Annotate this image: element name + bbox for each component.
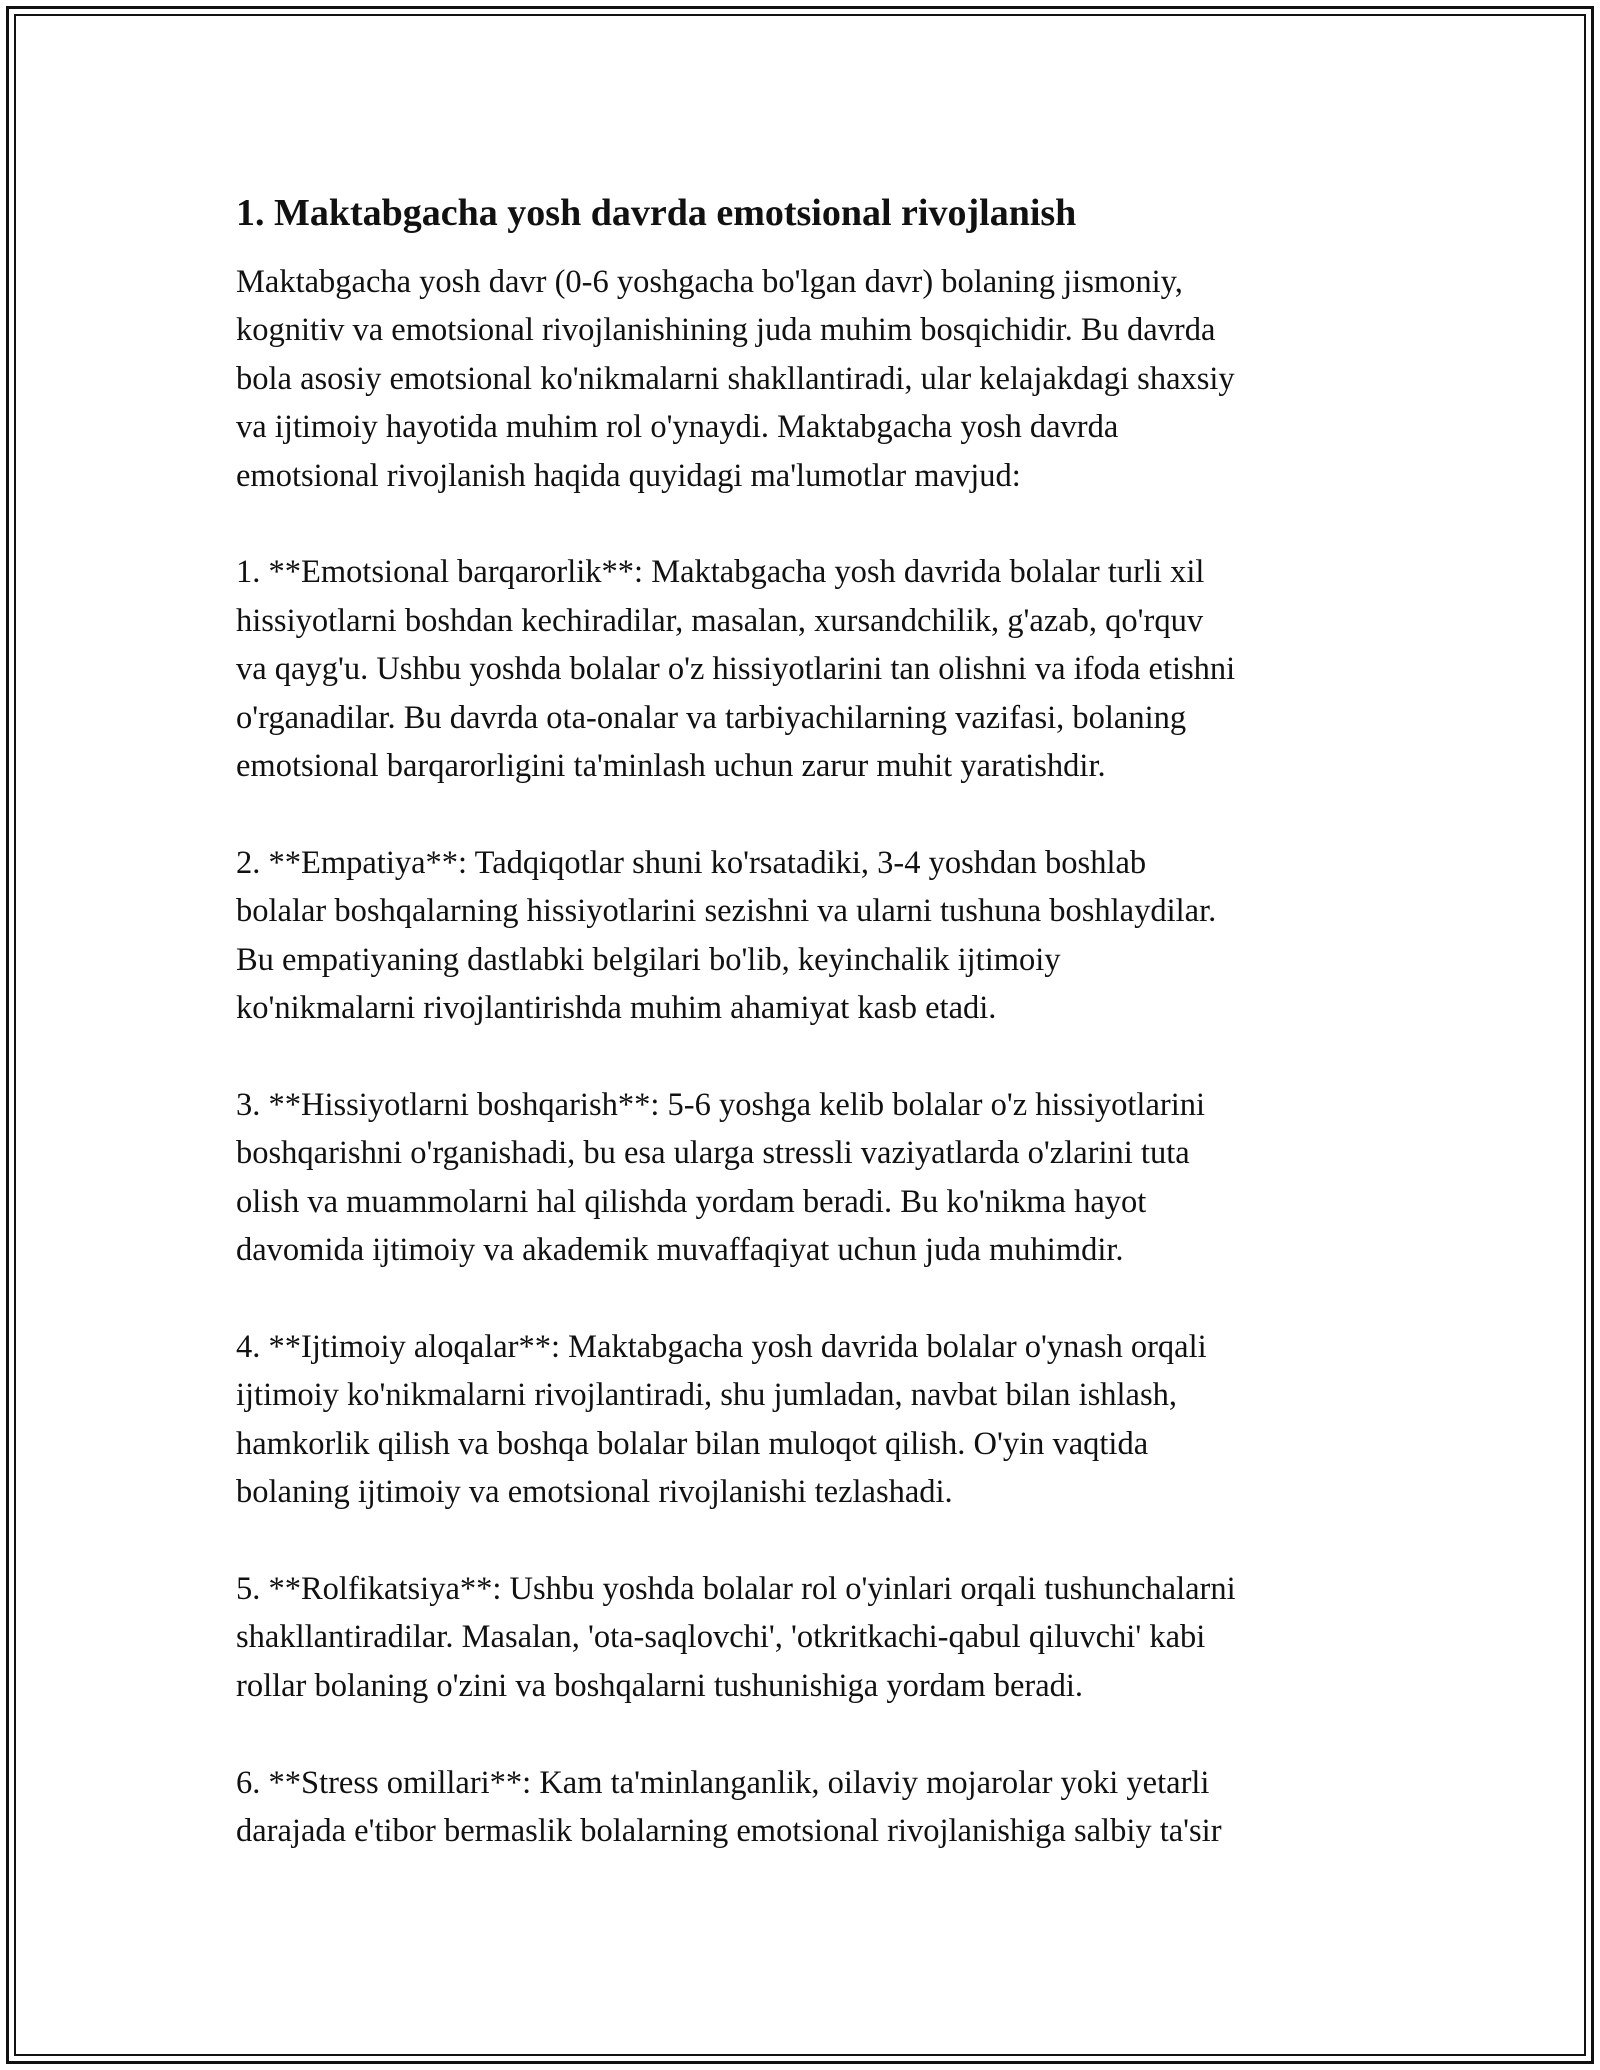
paragraph-gap: [236, 790, 1376, 838]
paragraph-gap: [236, 1274, 1376, 1322]
text-line: davomida ijtimoiy va akademik muvaffaqiyat uchun juda muhimdir.: [236, 1232, 1124, 1269]
text-line: boshqarishni o'rganishadi, bu esa ularga stressli vaziyatlarda o'zlarini tuta: [236, 1135, 1190, 1172]
text-line: va ijtimoiy hayotida muhim rol o'ynaydi. Maktabgacha yosh davrda: [236, 409, 1119, 446]
text-line: 5. **Rolfikatsiya**: Ushbu yoshda bolalar rol o'yinlari orqali tushunchalarni: [236, 1570, 1236, 1607]
text-line: olish va muammolarni hal qilishda yordam beradi. Bu ko'nikma hayot: [236, 1183, 1147, 1220]
paragraph-gap: [236, 1710, 1376, 1758]
paragraph-gap: [236, 1032, 1376, 1080]
text-line: 6. **Stress omillari**: Kam ta'minlanganlik, oilaviy mojarolar yoki yetarli: [236, 1764, 1210, 1801]
text-line: Maktabgacha yosh davr (0-6 yoshgacha bo'lgan davr) bolaning jismoniy,: [236, 264, 1183, 300]
text-line: 3. **Hissiyotlarni boshqarish**: 5-6 yoshga kelib bolalar o'z hissiyotlarini: [236, 1086, 1206, 1123]
list-item-stress-factors: [236, 1759, 1376, 1856]
text-line: hamkorlik qilish va boshqa bolalar bilan muloqot qilish. O'yin vaqtida: [236, 1425, 1149, 1462]
list-item-emotional-stability: [236, 548, 1376, 790]
text-line: ko'nikmalarni rivojlantirishda muhim ahamiyat kasb etadi.: [236, 990, 997, 1027]
text-line: darajada e'tibor bermaslik bolalarning emotsional rivojlanishiga salbiy ta'sir: [236, 1812, 1222, 1849]
paragraph-gap: [236, 500, 1376, 548]
text-line: rollar bolaning o'zini va boshqalarni tushunishiga yordam beradi.: [236, 1667, 1084, 1704]
text-line: emotsional rivojlanish haqida quyidagi ma'lumotlar mavjud:: [236, 457, 1021, 494]
list-item-social-relations: [236, 1323, 1376, 1517]
text-line: kognitiv va emotsional rivojlanishining juda muhim bosqichidir. Bu davrda: [236, 312, 1216, 349]
list-item-emotion-regulation: [236, 1081, 1376, 1275]
text-line: 4. **Ijtimoiy aloqalar**: Maktabgacha yosh davrida bolalar o'ynash orqali: [236, 1328, 1207, 1365]
document-body: [236, 186, 1376, 1855]
text-line: Bu empatiyaning dastlabki belgilari bo'lib, keyinchalik ijtimoiy: [236, 941, 1061, 978]
text-line: bolalar boshqalarning hissiyotlarini sezishni va ularni tushuna boshlaydilar.: [236, 893, 1217, 930]
text-line: 2. **Empatiya**: Tadqiqotlar shuni ko'rsatadiki, 3-4 yoshdan boshlab: [236, 844, 1147, 881]
text-line: bola asosiy emotsional ko'nikmalarni shakllantiradi, ular kelajakdagi shaxsiy: [236, 360, 1235, 397]
list-item-empathy: [236, 839, 1376, 1033]
text-line: va qayg'u. Ushbu yoshda bolalar o'z hissiyotlarini tan olishni va ifoda etishni: [236, 651, 1236, 688]
text-line: hissiyotlarni boshdan kechiradilar, masalan, xursandchilik, g'azab, qo'rquv: [236, 602, 1204, 639]
list-item-role-play: [236, 1565, 1376, 1710]
section-heading: 1. Maktabgacha yosh davrda emotsional rivojlanish: [236, 192, 1077, 234]
paragraph-gap: [236, 1517, 1376, 1565]
intro-paragraph: [236, 258, 1376, 500]
text-line: emotsional barqarorligini ta'minlash uchun zarur muhit yaratishdir.: [236, 748, 1106, 785]
text-line: ijtimoiy ko'nikmalarni rivojlantiradi, shu jumladan, navbat bilan ishlash,: [236, 1377, 1177, 1414]
text-line: shakllantiradilar. Masalan, 'ota-saqlovchi', 'otkritkachi-qabul qiluvchi' kabi: [236, 1619, 1206, 1656]
text-line: bolaning ijtimoiy va emotsional rivojlanishi tezlashadi.: [236, 1474, 953, 1511]
text-line: 1. **Emotsional barqarorlik**: Maktabgacha yosh davrida bolalar turli xil: [236, 554, 1205, 591]
text-line: o'rganadilar. Bu davrda ota-onalar va tarbiyachilarning vazifasi, bolaning: [236, 699, 1187, 736]
